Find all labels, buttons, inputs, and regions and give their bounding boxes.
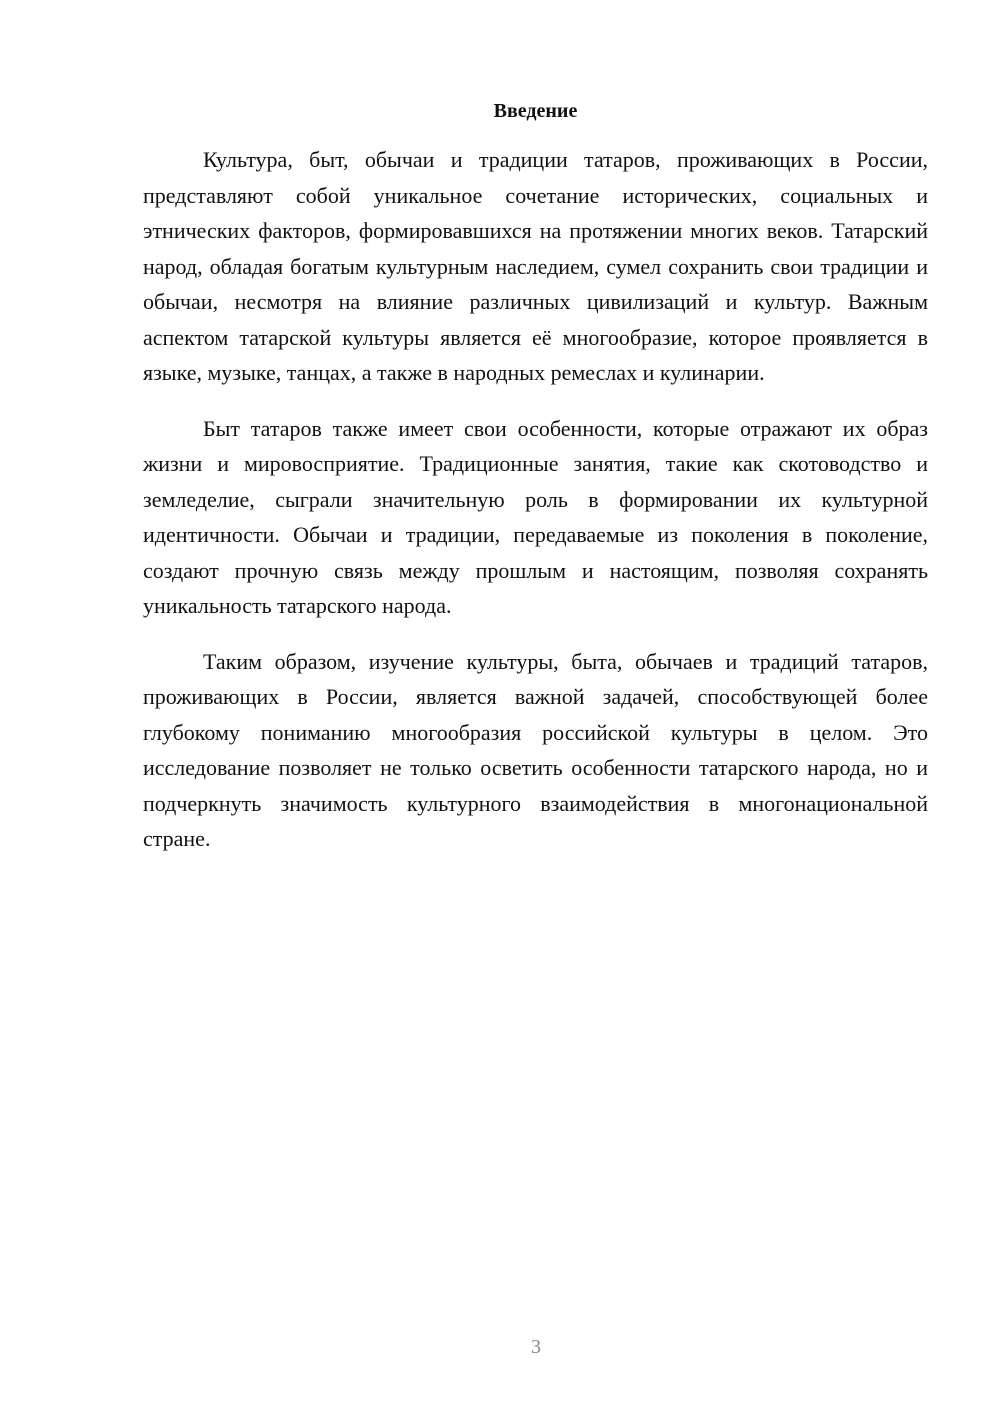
- page-number: 3: [531, 1336, 541, 1358]
- paragraph-1: Культура, быт, обычаи и традиции татаров, проживающих в России, представляют собой уникальное сочетание исторических, социальных и этнических факторов, формировавшихся на протяжении многих веков. Татарский народ, обладая богатым культурным наследием, сумел сохранить свои традиции и обычаи, несмотря на влияние различных цивилизаций и культур. Важным аспектом татарской культуры является её многообразие, которое проявляется в языке, музыке, танцах, а также в народных ремеслах и кулинарии.: [143, 147, 928, 385]
- document-body: [143, 142, 928, 877]
- paragraph-2: Быт татаров также имеет свои особенности, которые отражают их образ жизни и мировосприятие. Традиционные занятия, такие как скотоводство и земледелие, сыграли значительную роль в формировании их культурной идентичности. Обычаи и традиции, передаваемые из поколения в поколение, создают прочную связь между прошлым и настоящим, позволяя сохранять уникальность татарского народа.: [143, 415, 928, 618]
- paragraph-3: Таким образом, изучение культуры, быта, обычаев и традиций татаров, проживающих в России, является важной задачей, способствующей более глубокому пониманию многообразия российской культуры в целом. Это исследование позволяет не только осветить особенности татарского народа, но и подчеркнуть значимость культурного взаимодействия в многонациональной стране.: [143, 648, 928, 851]
- section-heading: Введение: [493, 100, 578, 122]
